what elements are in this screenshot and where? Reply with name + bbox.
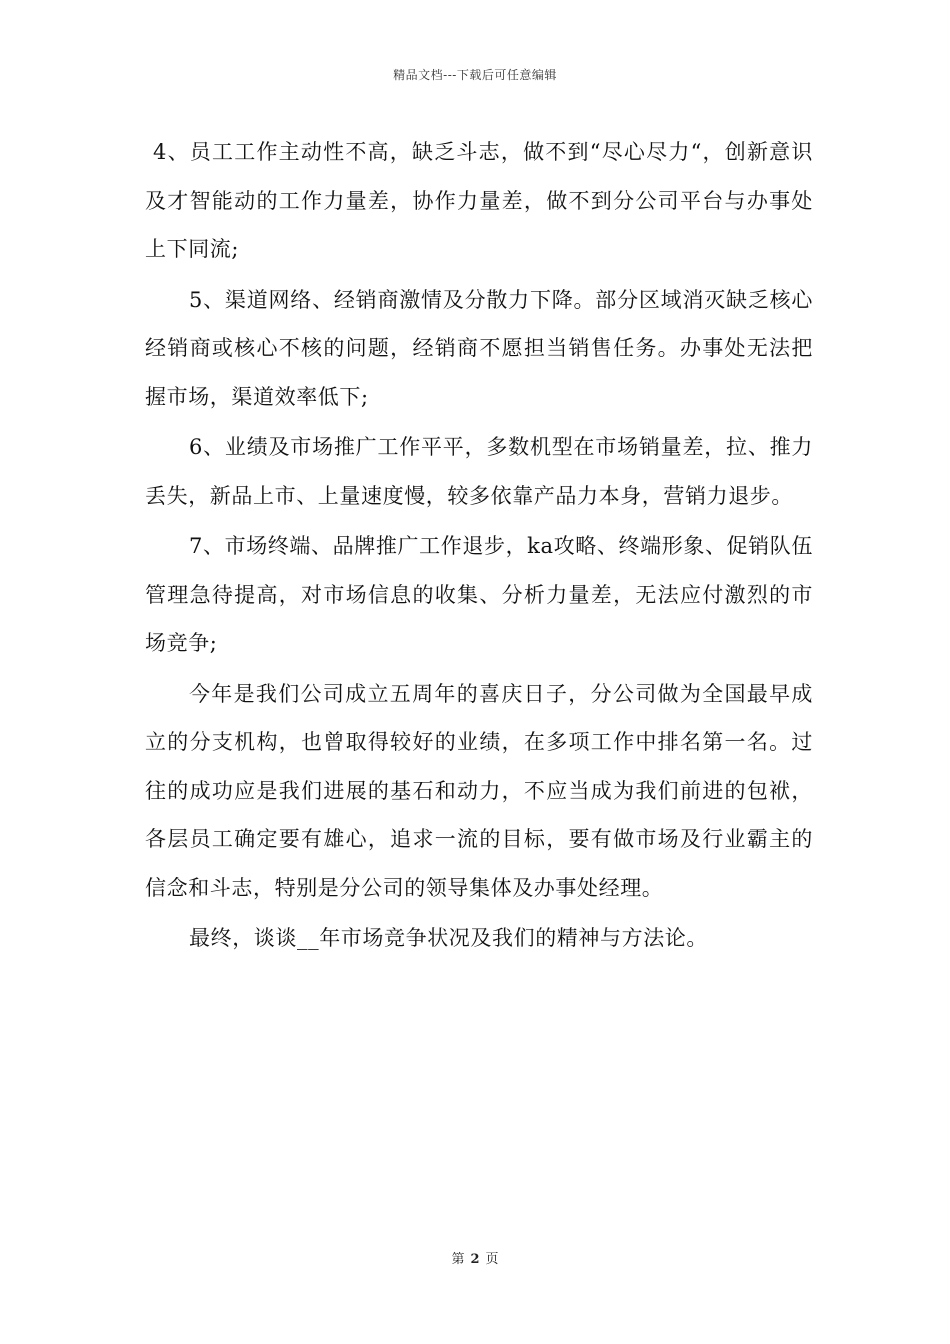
- paragraph-item-7: 7、市场终端、品牌推广工作退步，ka攻略、终端形象、促销队伍管理急待提高，对市场信息的收集、分析力量差，无法应付激烈的市场竞争;: [145, 534, 813, 655]
- paragraph-conclusion: 最终，谈谈__年市场竞争状况及我们的精神与方法论。: [189, 926, 708, 950]
- document-body: [145, 128, 813, 965]
- page-header: 精品文档---下载后可任意编辑: [393, 68, 557, 82]
- page-number-suffix: 页: [485, 1252, 499, 1267]
- page-number: 2: [470, 1252, 480, 1267]
- page-number-prefix: 第: [451, 1252, 465, 1267]
- paragraph-anniversary: 今年是我们公司成立五周年的喜庆日子，分公司做为全国最早成立的分支机构，也曾取得较好的业绩，在多项工作中排名第一名。过往的成功应是我们进展的基石和动力，不应当成为我们前进的包袱，各层员工确定要有雄心，追求一流的目标，要有做市场及行业霸主的信念和斗志，特别是分公司的领导集体及办事处经理。: [145, 681, 813, 900]
- paragraph-item-4: 4、员工工作主动性不高，缺乏斗志，做不到“尽心尽力“，创新意识及才智能动的工作力量差，协作力量差，做不到分公司平台与办事处上下同流;: [145, 140, 813, 261]
- paragraph-item-5: 5、渠道网络、经销商激情及分散力下降。部分区域消灭缺乏核心经销商或核心不核的问题，经销商不愿担当销售任务。办事处无法把握市场，渠道效率低下;: [145, 287, 813, 409]
- paragraph-item-6: 6、业绩及市场推广工作平平，多数机型在市场销量差，拉、推力丢失，新品上市、上量速度慢，较多依靠产品力本身，营销力退步。: [145, 435, 813, 508]
- page-footer: [0, 1248, 950, 1267]
